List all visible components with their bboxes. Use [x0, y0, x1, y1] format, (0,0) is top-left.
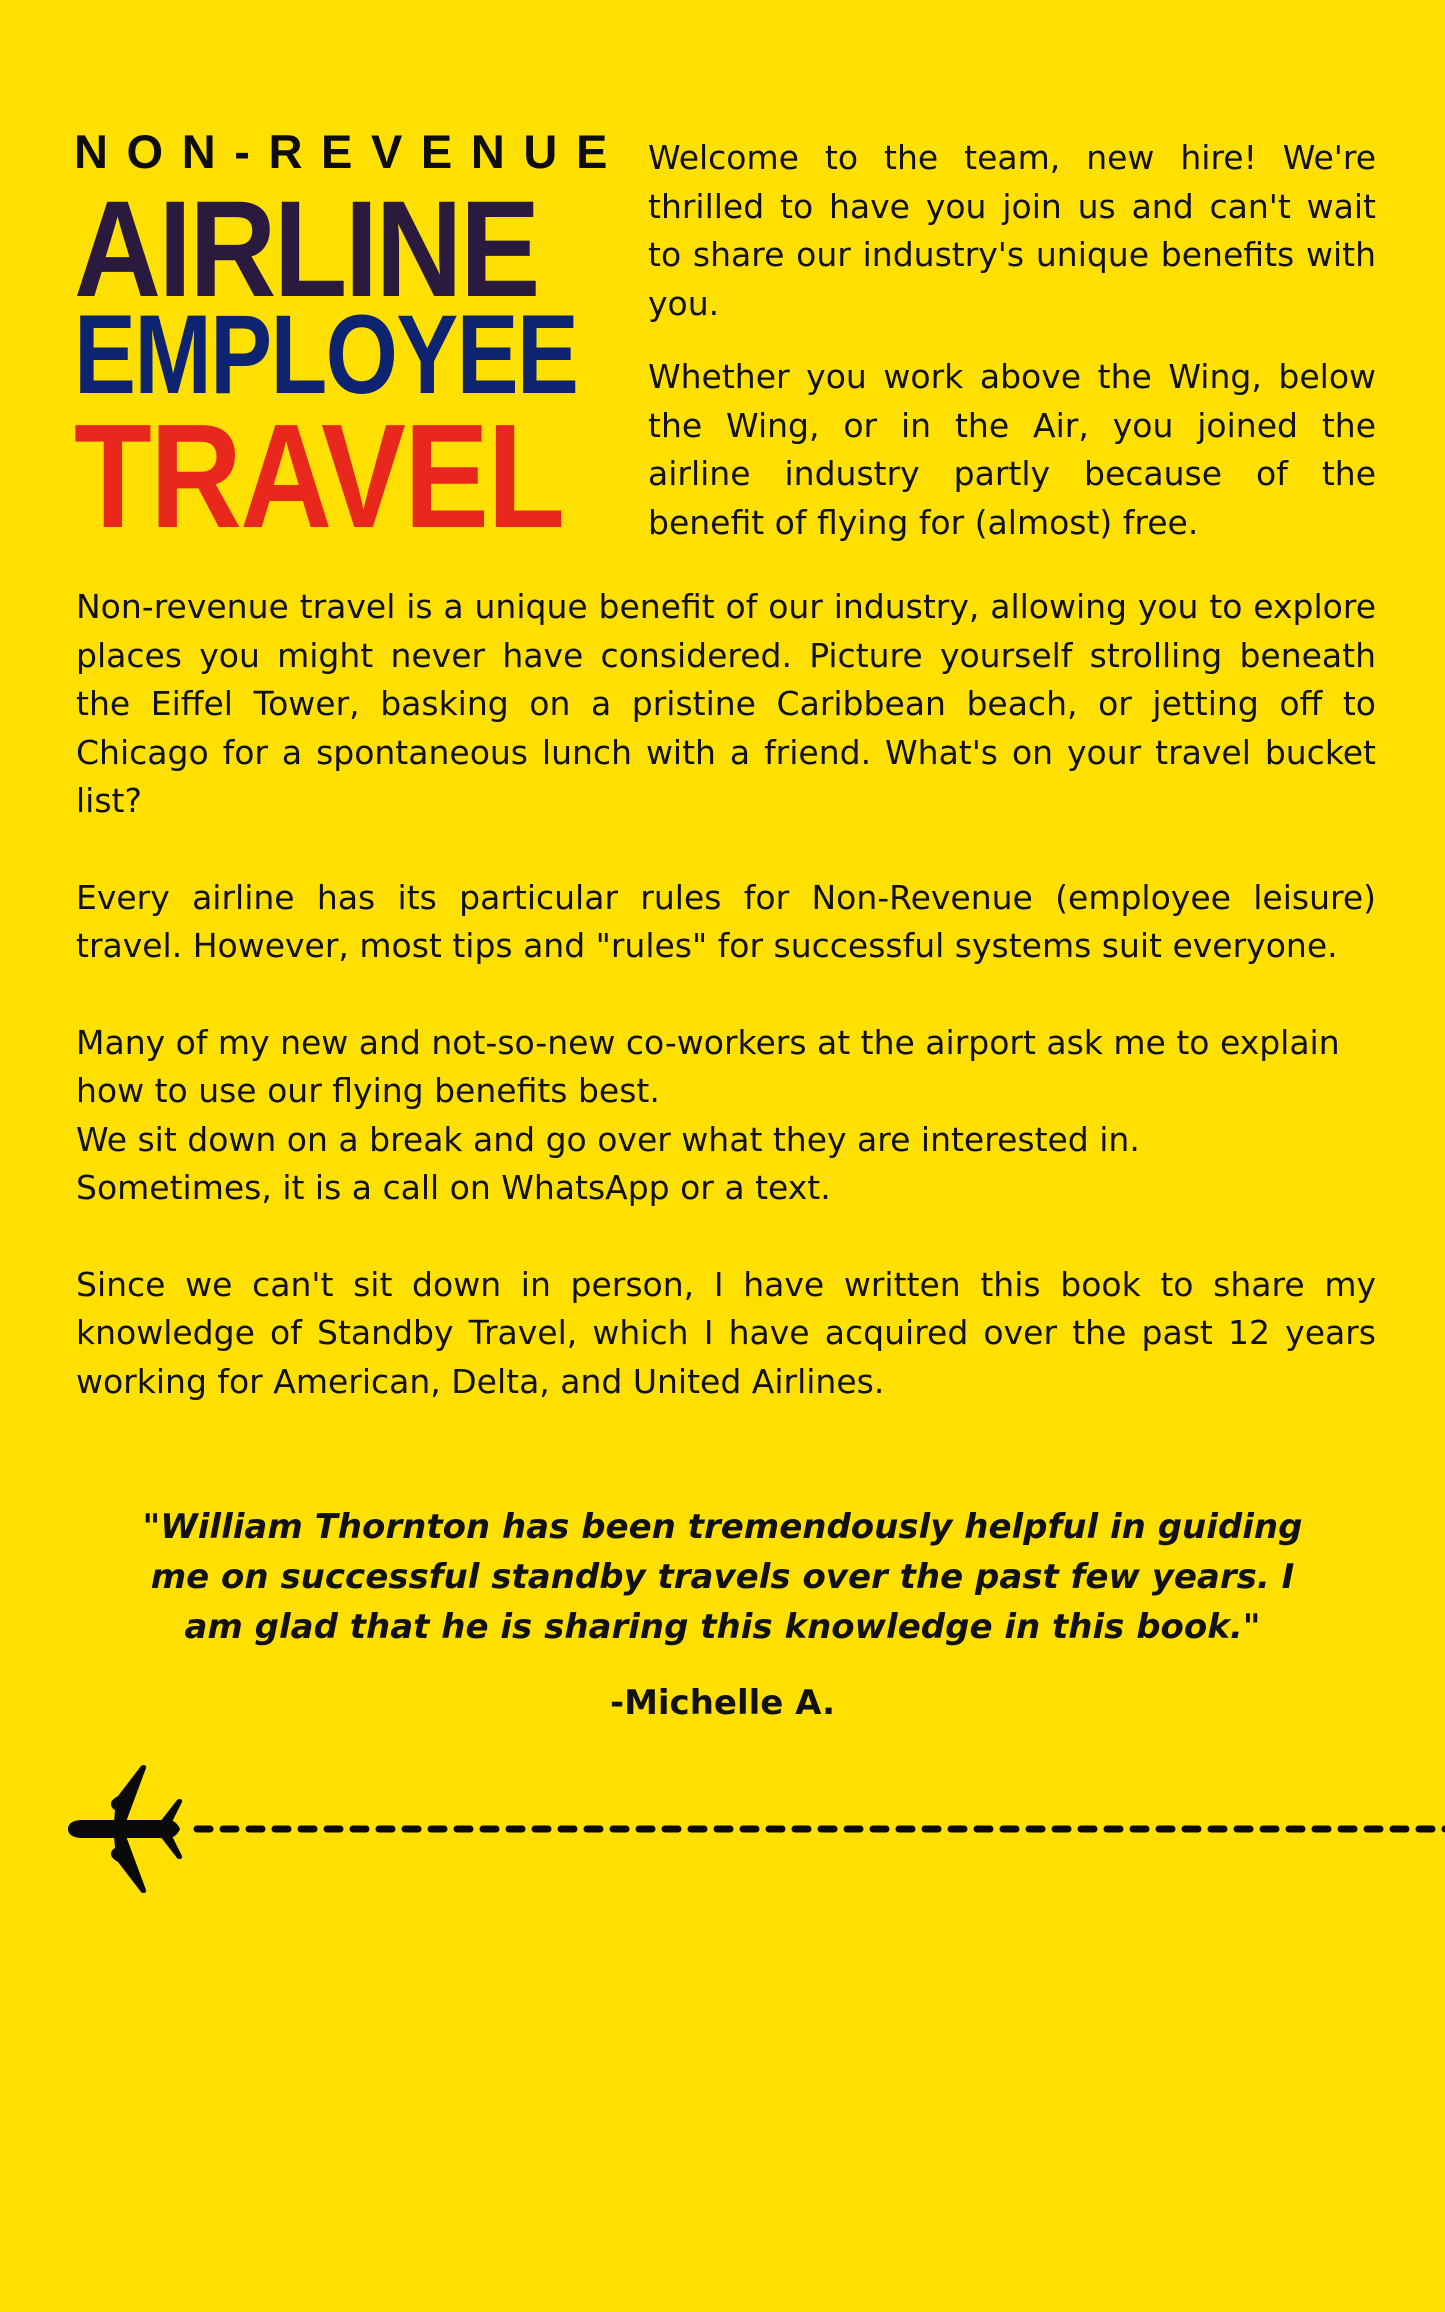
testimonial-attribution: -Michelle A.: [609, 1683, 836, 1723]
quote-line-3: am glad that he is sharing this knowledge in this book.": [184, 1607, 1261, 1647]
flight-path-decoration: [60, 1762, 1445, 1897]
coworkers-line-3: Sometimes, it is a call on WhatsApp or a text.: [76, 1168, 831, 1207]
title-employee: EMPLOYEE: [74, 292, 578, 417]
dashed-line: [193, 1825, 1445, 1833]
intro-paragraph-welcome: Welcome to the team, new hire! We're thrilled to have you join us and can't wait to share our industry's unique benefits with you.: [648, 138, 1376, 323]
coworkers-line-2: We sit down on a break and go over what they are interested in.: [76, 1119, 1140, 1159]
intro-paragraph-wing: Whether you work above the Wing, below the Wing, or in the Air, you joined the airline industry partly because of the benefit of flying for (almost) free.: [648, 357, 1376, 542]
body-text: [76, 583, 1376, 1454]
body-paragraph-book: Since we can't sit down in person, I have written this book to share my knowledge of Standby Travel, which I have acquired over the past 12 years working for American, Delta, and United Airlines.: [76, 1264, 1376, 1401]
body-paragraph-coworkers: [76, 1019, 1376, 1213]
title-airline: AIRLINE: [74, 173, 538, 326]
title-travel: TRAVEL: [74, 394, 564, 559]
airplane-icon: [60, 1762, 195, 1897]
intro-column: [648, 134, 1376, 572]
body-paragraph-nonrevenue: Non-revenue travel is a unique benefit of our industry, allowing you to explore places you might never have considered. Picture yourself strolling beneath the Eiffel Tower, basking on a pristine Caribbean beach, or jetting off to Chicago for a spontaneous lunch with a friend. What's on your travel bucket list?: [76, 587, 1376, 820]
quote-line-2: me on successful standby travels over the past few years. I: [150, 1557, 1295, 1597]
coworkers-line-1: Many of my new and not-so-new co-workers at the airport ask me to explain how to use our flying benefits best.: [76, 1022, 1340, 1110]
book-title: [74, 125, 626, 559]
quote-line-1: "William Thornton has been tremendously helpful in guiding: [142, 1507, 1303, 1547]
testimonial-quote: [120, 1502, 1325, 1652]
body-paragraph-rules: Every airline has its particular rules for Non-Revenue (employee leisure) travel. However, most tips and "rules" for successful systems suit everyone.: [76, 877, 1376, 965]
title-nonrevenue: NON-REVENUE: [74, 125, 626, 178]
